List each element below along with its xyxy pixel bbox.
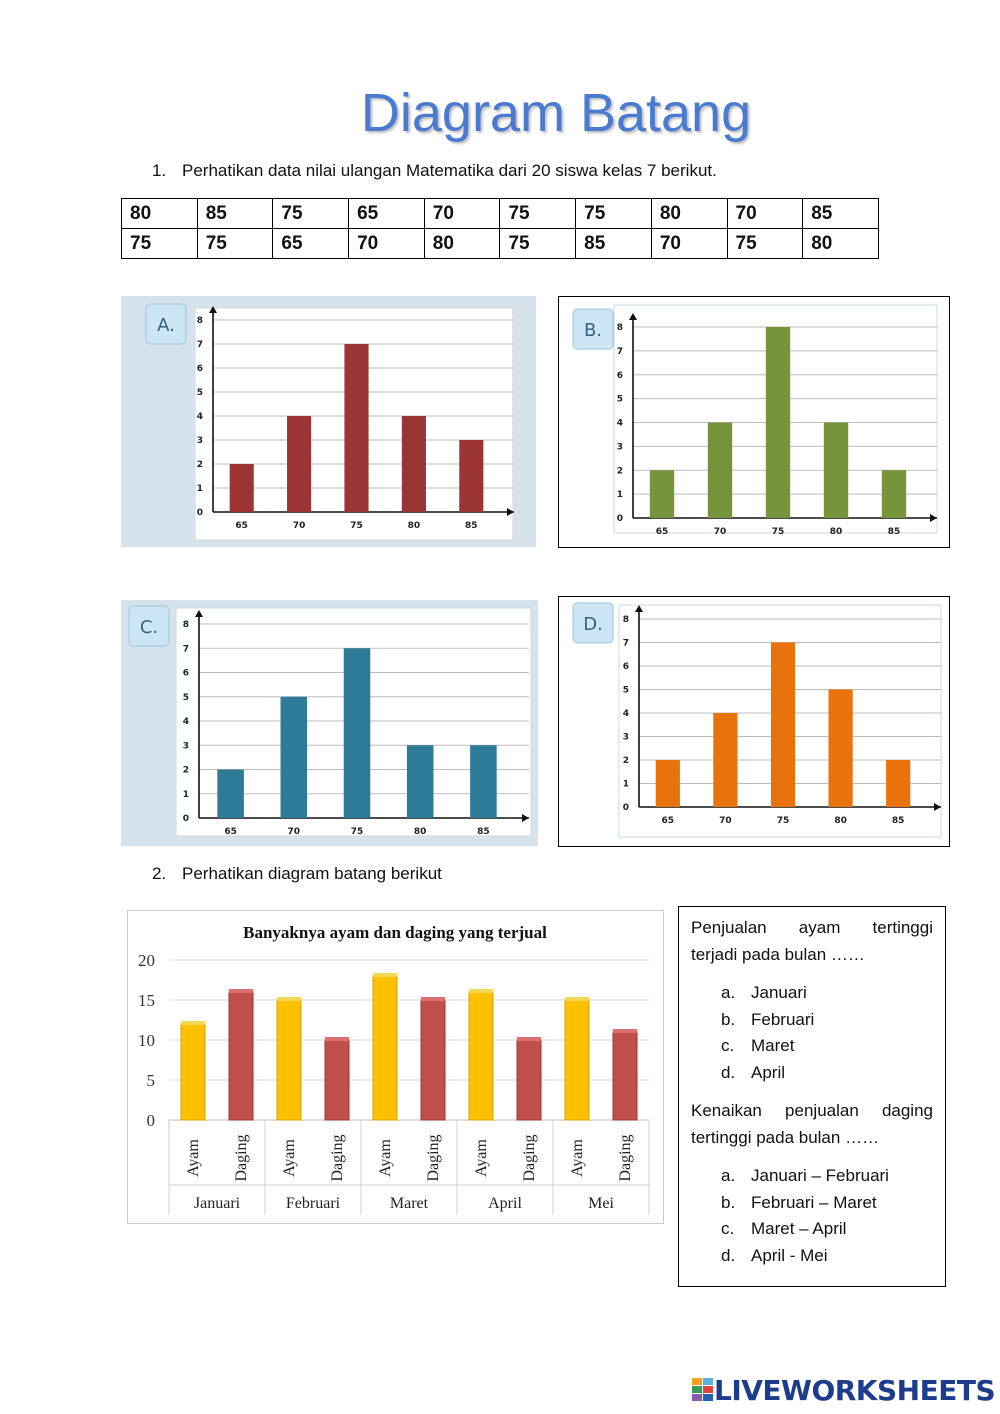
- chart-option-d[interactable]: [558, 596, 950, 847]
- series-label: Ayam: [473, 1139, 490, 1177]
- score-cell: 70: [651, 229, 727, 259]
- score-cell: 80: [122, 199, 198, 229]
- question-b-line2: tertinggi pada bulan ……: [691, 1127, 880, 1147]
- chart-title: Banyaknya ayam dan daging yang terjual: [243, 923, 547, 942]
- x-tick-label: 85: [465, 521, 478, 531]
- option-label: D.: [583, 614, 603, 635]
- y-tick-label: 6: [616, 370, 623, 381]
- bar: [882, 470, 906, 518]
- y-tick-label: 0: [622, 803, 629, 813]
- question-2-number: 2.: [152, 864, 167, 883]
- bar: [459, 440, 483, 512]
- y-tick-label: 7: [196, 340, 203, 350]
- score-cell: 85: [803, 199, 879, 229]
- score-table: [121, 198, 879, 259]
- score-row: [122, 199, 879, 229]
- y-tick-label: 8: [616, 323, 623, 333]
- option-item[interactable]: [721, 1163, 933, 1190]
- x-tick-label: 65: [661, 816, 675, 826]
- option-text: Maret – April: [751, 1219, 847, 1238]
- liveworksheets-logo: [692, 1373, 995, 1407]
- y-tick-label: 0: [182, 814, 189, 824]
- bar: [421, 1000, 445, 1120]
- bar: [217, 770, 244, 819]
- y-tick-label: 8: [196, 316, 203, 326]
- x-tick-label: 70: [713, 527, 727, 537]
- option-text: Februari: [751, 1009, 815, 1029]
- y-tick-label: 3: [196, 436, 203, 446]
- score-cell: 75: [500, 229, 576, 259]
- option-item[interactable]: [721, 1243, 933, 1270]
- y-tick-label: 15: [138, 991, 155, 1010]
- option-text: Januari – Februari: [751, 1166, 889, 1185]
- bar-top: [565, 997, 589, 1001]
- option-text: Maret: [751, 1036, 795, 1055]
- y-tick-label: 2: [182, 765, 189, 776]
- option-letter: c.: [721, 1219, 735, 1238]
- page-title: Diagram Batang: [360, 83, 752, 143]
- question-1: [152, 161, 717, 181]
- bar: [407, 745, 434, 818]
- bar: [181, 1024, 205, 1120]
- y-tick-label: 5: [196, 388, 203, 398]
- y-tick-label: 0: [196, 508, 203, 518]
- bar-top: [613, 1029, 637, 1033]
- y-tick-label: 0: [146, 1111, 155, 1130]
- x-tick-label: 70: [719, 816, 732, 826]
- y-tick-label: 8: [622, 615, 629, 625]
- liveworksheets-logo-text: LIVEWORKSHEETS: [714, 1373, 996, 1407]
- bar: [708, 423, 732, 519]
- chart-option-b[interactable]: [558, 296, 950, 548]
- y-tick-label: 4: [616, 418, 623, 429]
- option-badge: [146, 304, 186, 344]
- option-chart-svg: [559, 597, 949, 846]
- score-cell: 75: [576, 199, 652, 229]
- bar: [373, 976, 397, 1120]
- score-cell: 70: [424, 199, 500, 229]
- option-letter: d.: [721, 1245, 736, 1265]
- bar: [470, 745, 497, 818]
- bar: [230, 464, 254, 512]
- bar-top: [469, 989, 493, 993]
- y-tick-label: 8: [182, 620, 189, 630]
- y-tick-label: 4: [622, 709, 629, 719]
- bar: [650, 470, 674, 518]
- sales-chart: [127, 910, 664, 1224]
- x-tick-label: 65: [655, 527, 669, 537]
- bar: [656, 760, 680, 807]
- option-letter: c.: [721, 1036, 735, 1055]
- bar: [325, 1040, 349, 1120]
- month-label: Januari: [193, 1195, 241, 1212]
- score-cell: 70: [727, 199, 803, 229]
- bar: [281, 697, 308, 818]
- x-tick-label: 85: [891, 816, 905, 826]
- question-b-line1: Kenaikan penjualan daging: [691, 1101, 933, 1120]
- chart-option-c[interactable]: [121, 600, 538, 846]
- y-tick-label: 3: [616, 442, 623, 453]
- x-tick-label: 80: [834, 816, 847, 826]
- option-item[interactable]: [721, 1190, 933, 1217]
- bar: [402, 416, 426, 512]
- y-tick-label: 2: [622, 756, 629, 766]
- y-tick-label: 6: [196, 364, 203, 374]
- y-tick-label: 4: [182, 717, 189, 727]
- x-tick-label: 70: [287, 827, 301, 837]
- option-label: B.: [583, 320, 603, 341]
- option-item[interactable]: [721, 1216, 933, 1243]
- options-a: [691, 980, 933, 1086]
- y-tick-label: 5: [616, 394, 623, 405]
- series-label: Daging: [233, 1134, 250, 1182]
- bar-top: [325, 1037, 349, 1041]
- y-tick-label: 3: [182, 741, 189, 752]
- option-label: A.: [157, 315, 175, 336]
- score-cell: 75: [197, 229, 273, 259]
- option-badge: [573, 309, 613, 349]
- series-label: Daging: [425, 1134, 442, 1182]
- y-tick-label: 2: [196, 460, 203, 470]
- x-tick-label: 75: [350, 521, 363, 531]
- score-cell: 70: [349, 229, 425, 259]
- question-2: [152, 864, 442, 884]
- score-row: [122, 229, 879, 259]
- bar: [344, 648, 371, 818]
- series-label: Ayam: [569, 1139, 586, 1177]
- y-tick-label: 5: [182, 692, 189, 703]
- option-badge: [129, 606, 169, 646]
- x-tick-label: 75: [350, 827, 364, 837]
- option-text: April - Mei: [751, 1245, 828, 1265]
- sales-chart-svg: [127, 910, 664, 1224]
- bar: [469, 992, 493, 1120]
- option-text: April: [751, 1062, 786, 1082]
- score-cell: 75: [122, 229, 198, 259]
- bar-top: [517, 1037, 541, 1041]
- score-cell: 85: [576, 229, 652, 259]
- y-tick-label: 6: [622, 662, 629, 672]
- score-cell: 65: [349, 199, 425, 229]
- score-cell: 75: [727, 229, 803, 259]
- bar: [344, 344, 368, 512]
- y-tick-label: 10: [138, 1031, 155, 1050]
- bar: [287, 416, 311, 512]
- y-tick-label: 5: [146, 1071, 155, 1090]
- option-item[interactable]: [721, 1033, 933, 1060]
- score-cell: 85: [197, 199, 273, 229]
- y-tick-label: 7: [182, 644, 189, 655]
- bar: [613, 1032, 637, 1120]
- question-a-line2: terjadi pada bulan ……: [691, 944, 865, 964]
- option-item[interactable]: [721, 1060, 933, 1087]
- question-1-number: 1.: [152, 161, 167, 180]
- option-badge: [573, 603, 613, 643]
- bar-top: [229, 989, 253, 993]
- option-chart-svg: [121, 296, 536, 547]
- x-tick-label: 75: [771, 527, 785, 537]
- bar: [517, 1040, 541, 1120]
- option-text: Februari – Maret: [751, 1192, 877, 1212]
- option-letter: d.: [721, 1062, 736, 1082]
- bar: [886, 760, 910, 807]
- bar: [277, 1000, 301, 1120]
- y-tick-label: 7: [616, 346, 623, 357]
- option-item[interactable]: [721, 1007, 933, 1034]
- option-chart-svg: [559, 297, 949, 547]
- series-label: Daging: [617, 1134, 634, 1182]
- score-cell: 75: [273, 199, 349, 229]
- y-tick-label: 3: [622, 732, 629, 743]
- series-label: Ayam: [281, 1139, 298, 1177]
- x-tick-label: 80: [413, 827, 427, 837]
- score-cell: 65: [273, 229, 349, 259]
- bar: [824, 423, 848, 519]
- x-tick-label: 85: [477, 827, 490, 837]
- y-tick-label: 1: [196, 484, 203, 494]
- bar-top: [277, 997, 301, 1001]
- y-tick-label: 20: [138, 951, 155, 970]
- y-tick-label: 4: [196, 412, 203, 422]
- score-cell: 75: [500, 199, 576, 229]
- month-label: April: [488, 1195, 522, 1212]
- liveworksheets-logo-icon: [692, 1378, 714, 1402]
- option-letter: b.: [721, 1009, 736, 1029]
- chart-option-a[interactable]: [121, 296, 536, 547]
- option-text: Januari: [751, 983, 807, 1002]
- bar: [766, 327, 790, 518]
- option-chart-svg: [121, 600, 538, 846]
- y-tick-label: 5: [622, 685, 629, 696]
- question-2-text: Perhatikan diagram batang berikut: [182, 864, 442, 883]
- bar: [713, 713, 737, 807]
- x-tick-label: 65: [224, 827, 237, 837]
- y-tick-label: 7: [622, 638, 629, 649]
- option-item[interactable]: [721, 980, 933, 1007]
- y-tick-label: 1: [616, 490, 623, 501]
- question-1-text: Perhatikan data nilai ulangan Matematika dari 20 siswa kelas 7 berikut.: [182, 161, 717, 180]
- bar-top: [373, 973, 397, 977]
- option-letter: a.: [721, 1166, 736, 1185]
- x-tick-label: 65: [235, 521, 248, 531]
- option-letter: b.: [721, 1192, 736, 1212]
- score-cell: 80: [803, 229, 879, 259]
- bar: [829, 690, 853, 808]
- series-label: Daging: [521, 1134, 538, 1182]
- option-label: C.: [139, 617, 159, 638]
- score-cell: 80: [651, 199, 727, 229]
- month-label: Mei: [588, 1195, 614, 1212]
- x-tick-label: 80: [407, 521, 421, 531]
- question-a-line1: Penjualan ayam tertinggi: [691, 918, 933, 937]
- y-tick-label: 6: [182, 668, 189, 679]
- bar: [229, 992, 253, 1120]
- month-label: Maret: [389, 1195, 429, 1212]
- answer-box: [678, 906, 946, 1287]
- x-tick-label: 85: [887, 527, 901, 537]
- series-label: Daging: [329, 1134, 346, 1182]
- y-tick-label: 1: [622, 779, 629, 790]
- month-label: Februari: [285, 1195, 341, 1212]
- option-letter: a.: [721, 983, 736, 1002]
- bar-top: [181, 1021, 205, 1025]
- series-label: Ayam: [377, 1139, 394, 1177]
- y-tick-label: 0: [616, 514, 623, 524]
- bar: [771, 643, 795, 808]
- series-label: Ayam: [185, 1139, 202, 1177]
- y-tick-label: 2: [616, 466, 623, 477]
- bar: [565, 1000, 589, 1120]
- x-tick-label: 75: [776, 816, 790, 826]
- x-tick-label: 70: [292, 521, 306, 531]
- bar-top: [421, 997, 445, 1001]
- options-b: [691, 1163, 933, 1269]
- x-tick-label: 80: [829, 527, 843, 537]
- y-tick-label: 1: [182, 789, 189, 800]
- score-cell: 80: [424, 229, 500, 259]
